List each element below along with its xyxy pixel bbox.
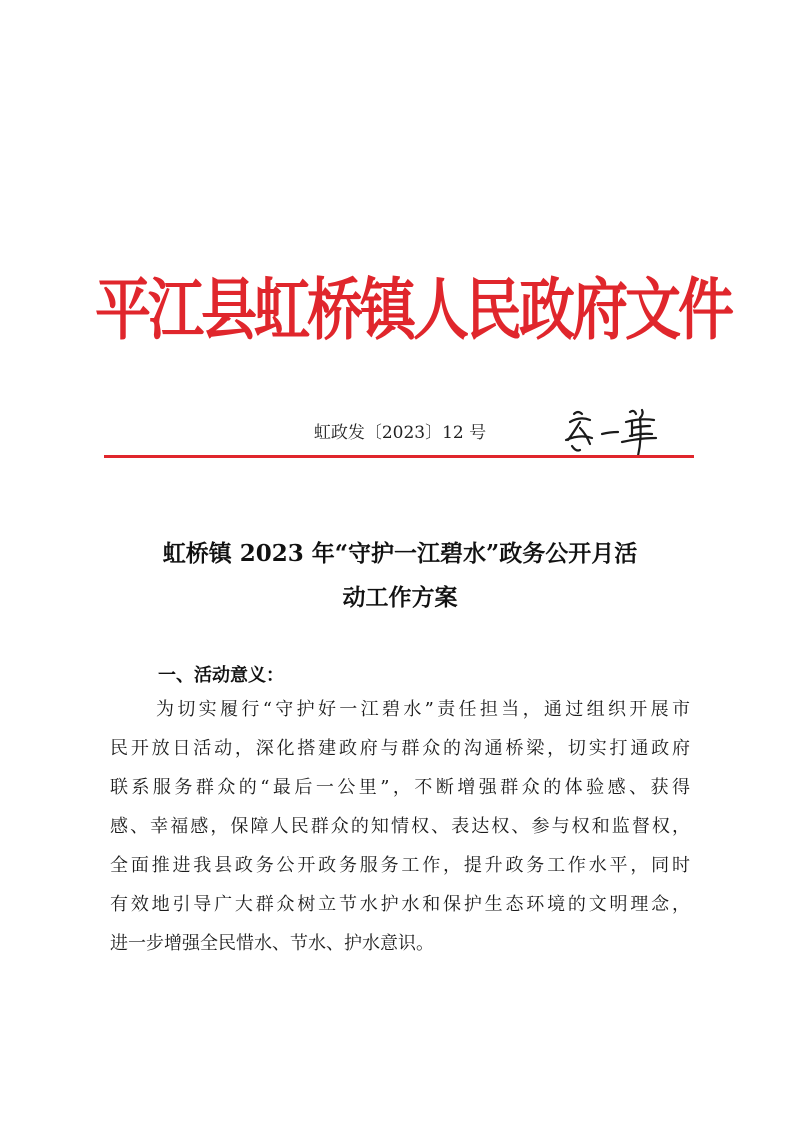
document-number: 虹政发〔2023〕12 号 (313, 423, 487, 443)
masthead-red-rule (104, 455, 694, 458)
section-heading: 一、活动意义： (158, 665, 284, 686)
document-masthead: 平江县虹桥镇人民政府文件 (95, 270, 731, 350)
body-line: 感、幸福感，保障人民群众的知情权、表达权、参与权和监督权， (110, 816, 690, 837)
body-line: 联系服务群众的“最后一公里”，不断增强群众的体验感、获得 (110, 777, 690, 798)
body-line: 全面推进我县政务公开政务服务工作，提升政务工作水平，同时 (110, 855, 690, 876)
body-line: 有效地引导广大群众树立节水护水和保护生态环境的文明理念， (110, 894, 690, 915)
document-title (100, 532, 700, 620)
body-line: 进一步增强全民惜水、节水、护水意识。 (110, 933, 434, 954)
title-line-1: 虹桥镇 2023 年“守护一江碧水”政务公开月活 (162, 540, 638, 567)
body-line: 民开放日活动，深化搭建政府与群众的沟通桥梁，切实打通政府 (110, 738, 690, 759)
title-line-2: 动工作方案 (342, 584, 458, 611)
handwritten-signature (560, 400, 680, 460)
body-line: 为切实履行“守护好一江碧水”责任担当，通过组织开展市 (156, 699, 690, 720)
